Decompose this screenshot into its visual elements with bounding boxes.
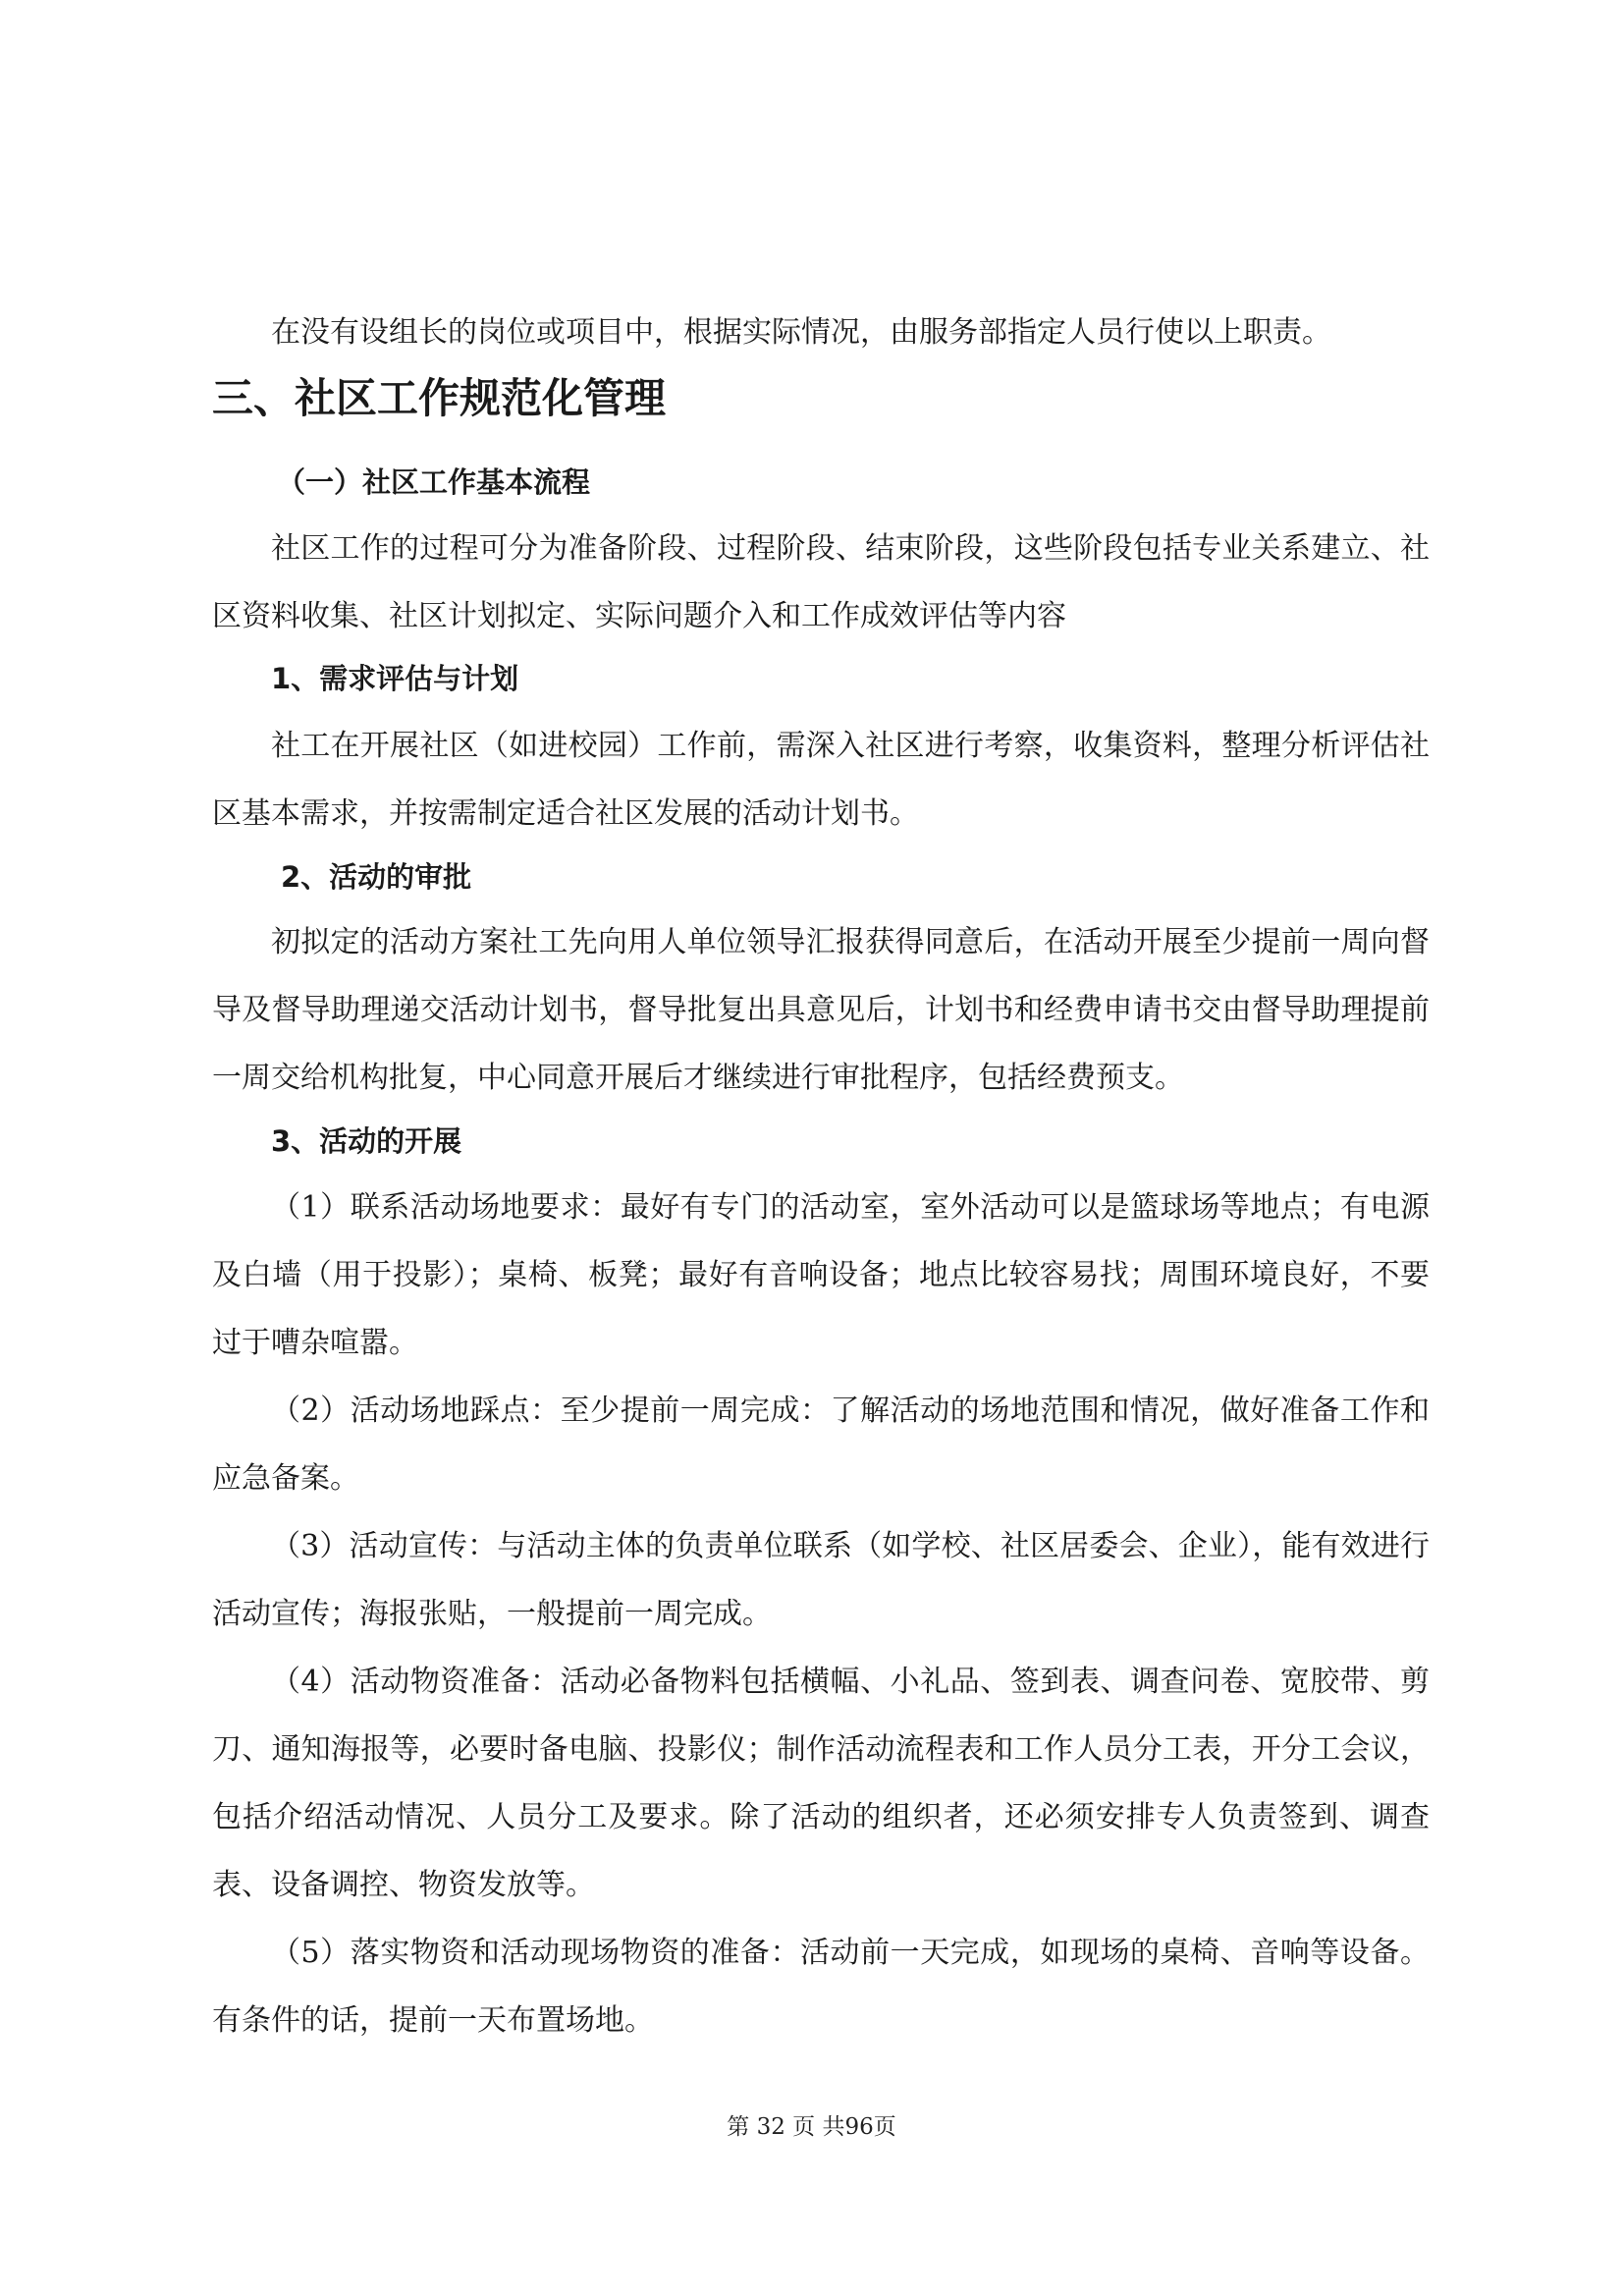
section-title: 三、社区工作规范化管理 (212, 374, 667, 422)
subsection-heading-basic-process: （一）社区工作基本流程 (277, 465, 591, 499)
list-item-site-inspection: （2）活动场地踩点：至少提前一周完成：了解活动的场地范围和情况，做好准备工作和应急备案。 (212, 1394, 1430, 1496)
list-item-materials-preparation: （4）活动物资准备：活动必备物料包括横幅、小礼品、签到表、调查问卷、宽胶带、剪刀、通知海报等，必要时备电脑、投影仪；制作活动流程表和工作人员分工表，开分工会议，包括介绍活动情况、人员分工及要求。除了活动的组织者，还必须安排专人负责签到、调查表、设备调控、物资发放等。 (212, 1665, 1430, 1902)
page-footer: 第 32 页 共96页 (727, 2114, 896, 2140)
heading-needs-assessment: 1、需求评估与计划 (271, 662, 519, 695)
list-item-venue-requirements: （1）联系活动场地要求：最好有专门的活动室，室外活动可以是篮球场等地点；有电源及白墙（用于投影）；桌椅、板凳；最好有音响设备；地点比较容易找；周围环境良好，不要过于嘈杂喧嚣。 (212, 1190, 1430, 1360)
intro-paragraph: 在没有设组长的岗位或项目中，根据实际情况，由服务部指定人员行使以上职责。 (271, 315, 1331, 350)
list-item-publicity: （3）活动宣传：与活动主体的负责单位联系（如学校、社区居委会、企业），能有效进行活动宣传；海报张贴，一般提前一周完成。 (212, 1529, 1430, 1631)
heading-activity-approval: 2、活动的审批 (281, 860, 472, 894)
needs-assessment-paragraph: 社工在开展社区（如进校园）工作前，需深入社区进行考察，收集资料，整理分析评估社区基本需求，并按需制定适合社区发展的活动计划书。 (212, 729, 1430, 831)
activity-approval-paragraph: 初拟定的活动方案社工先向用人单位领导汇报获得同意后，在活动开展至少提前一周向督导及督导助理递交活动计划书，督导批复出具意见后，计划书和经费申请书交由督导助理提前一周交给机构批复，中心同意开展后才继续进行审批程序，包括经费预支。 (212, 925, 1430, 1095)
heading-activity-execution: 3、活动的开展 (271, 1124, 462, 1158)
list-item-onsite-preparation: （5）落实物资和活动现场物资的准备：活动前一天完成，如现场的桌椅、音响等设备。有条件的话，提前一天布置场地。 (212, 1936, 1430, 2038)
overview-paragraph: 社区工作的过程可分为准备阶段、过程阶段、结束阶段，这些阶段包括专业关系建立、社区资料收集、社区计划拟定、实际问题介入和工作成效评估等内容 (212, 531, 1430, 633)
